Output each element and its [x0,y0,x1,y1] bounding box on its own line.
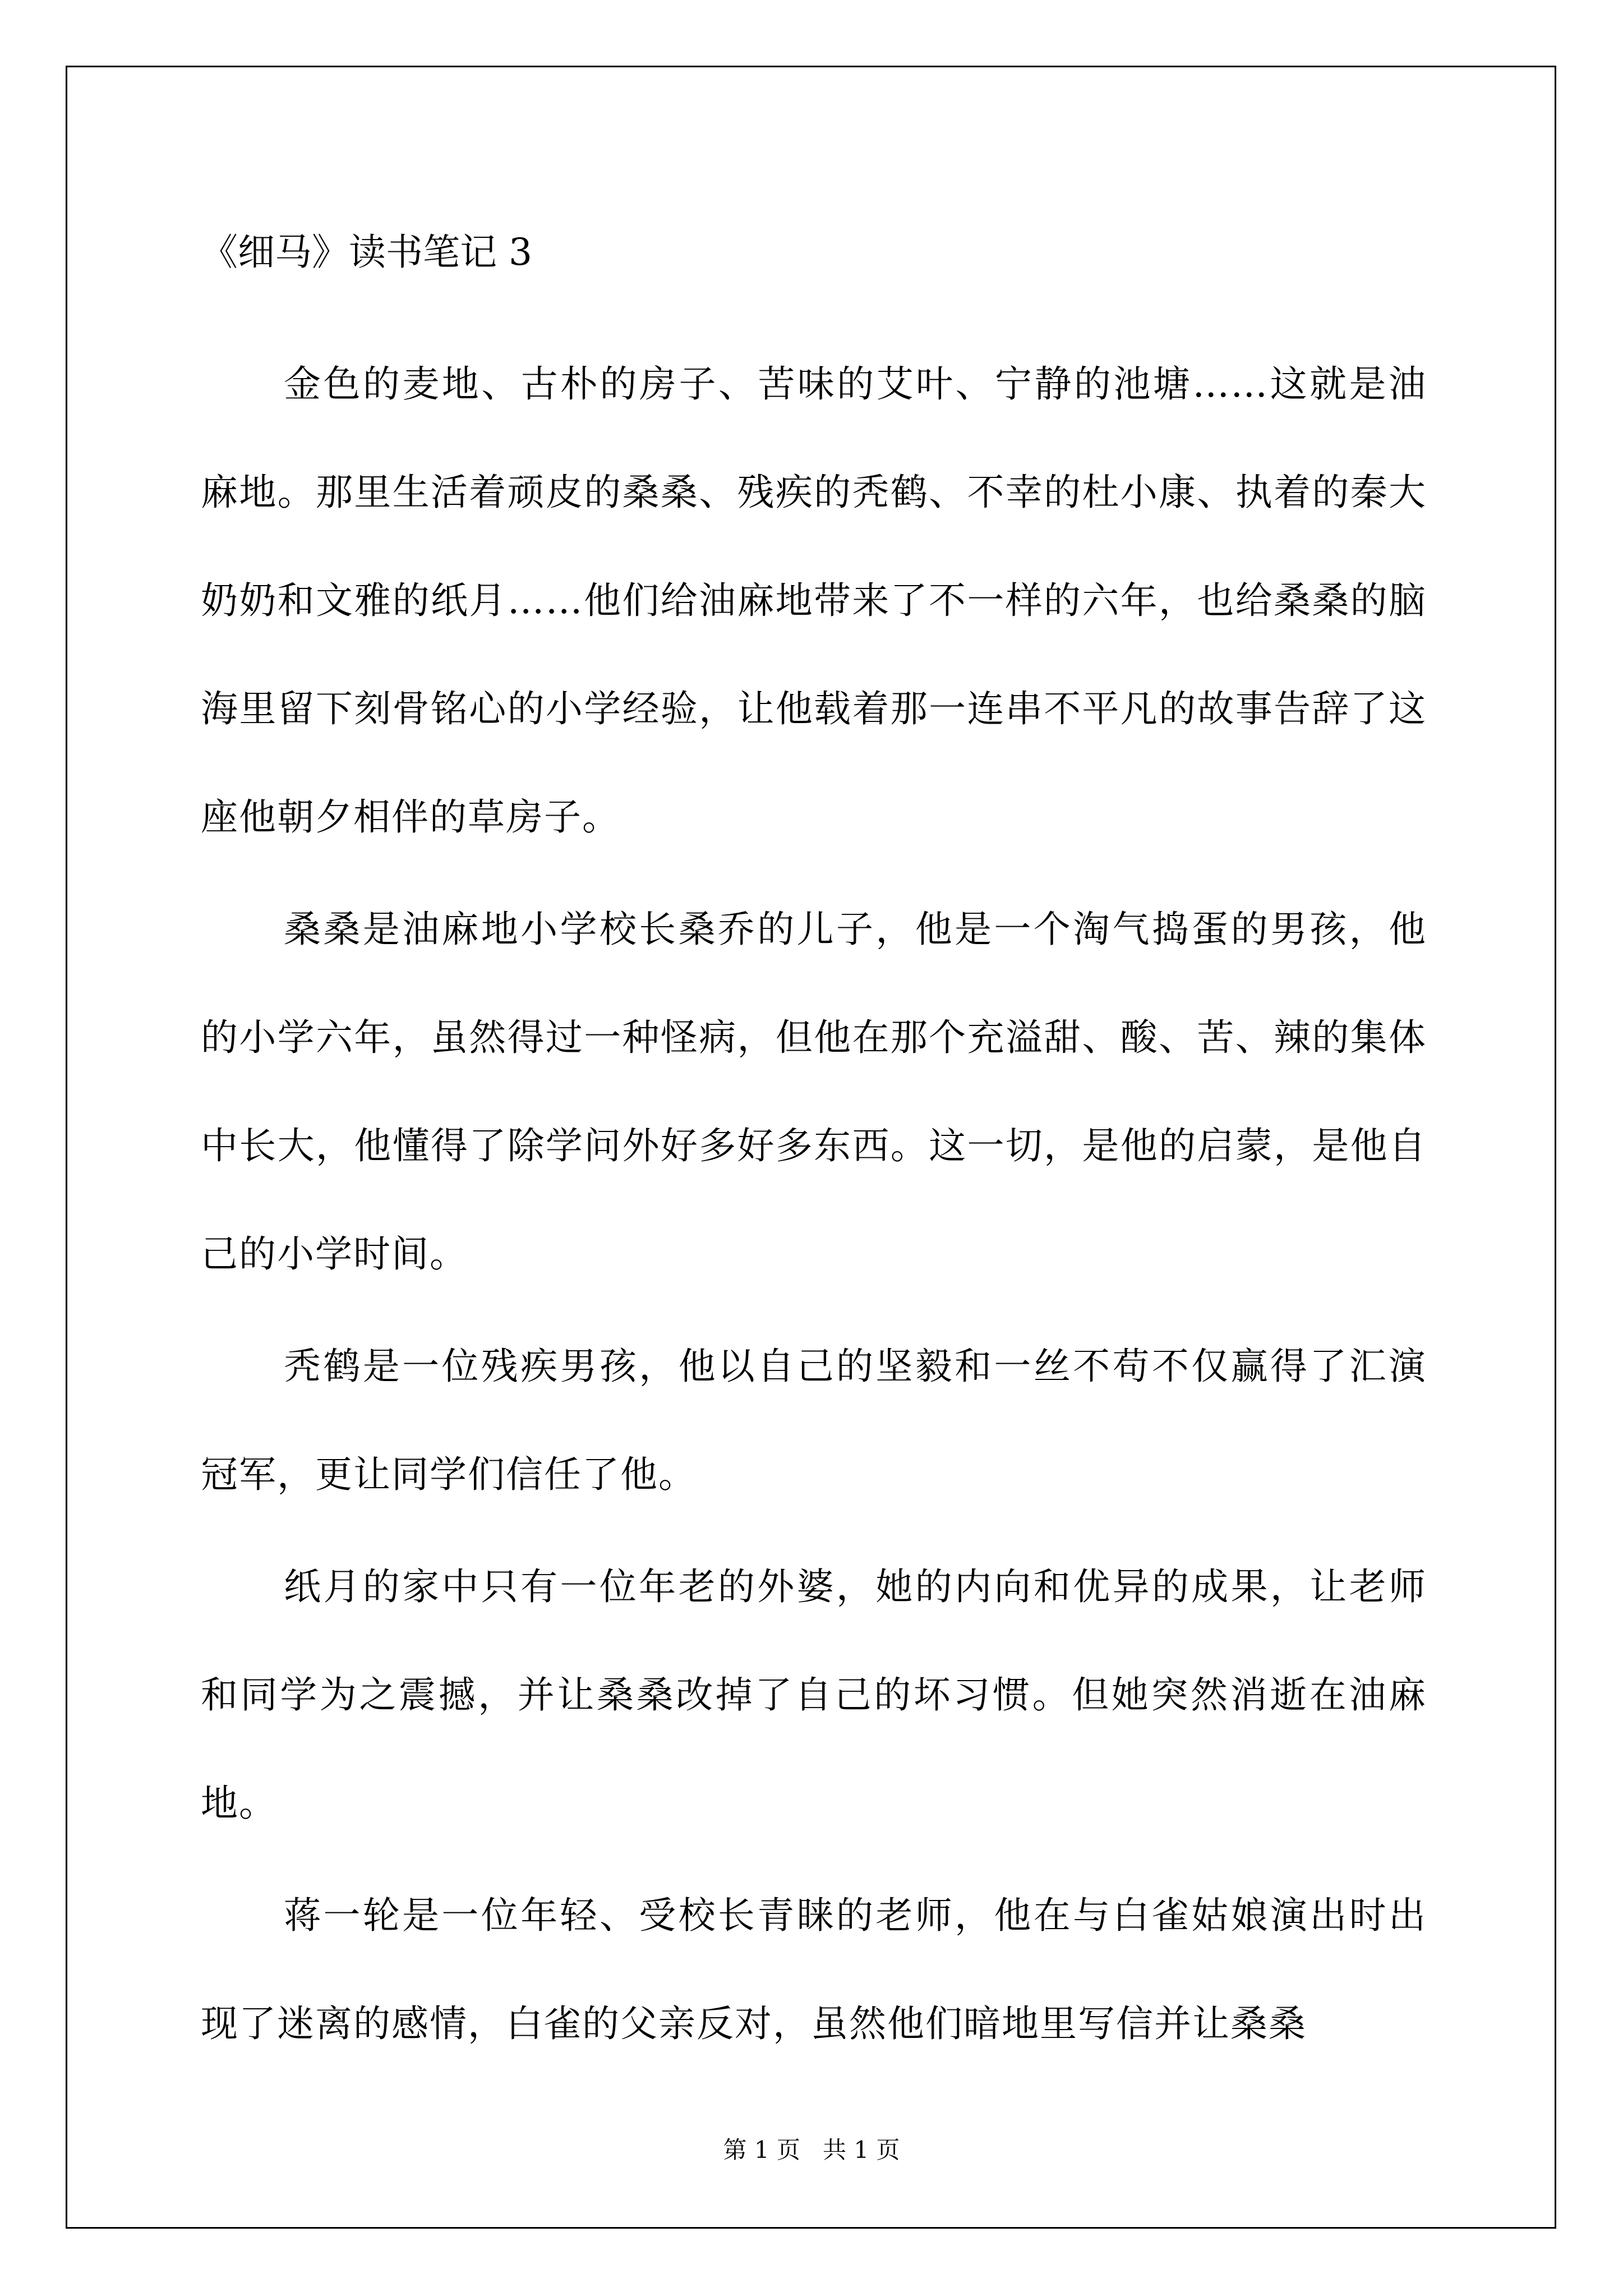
paragraph-2: 桑桑是油麻地小学校长桑乔的儿子，他是一个淘气捣蛋的男孩，他的小学六年，虽然得过一种怪病，但他在那个充溢甜、酸、苦、辣的集体中长大，他懂得了除学问外好多好多东西。这一切，是他的启蒙，是他自己的小学时间。 [201,908,1427,1276]
document-body [201,330,1427,2082]
paragraph-3: 秃鹤是一位残疾男孩，他以自己的坚毅和一丝不苟不仅赢得了汇演冠军，更让同学们信任了他。 [201,1345,1427,1496]
paragraph-1: 金色的麦地、古朴的房子、苦味的艾叶、宁静的池塘……这就是油麻地。那里生活着顽皮的桑桑、残疾的秃鹤、不幸的杜小康、执着的秦大奶奶和文雅的纸月……他们给油麻地带来了不一样的六年，也给桑桑的脑海里留下刻骨铭心的小学经验，让他载着那一连串不平凡的故事告辞了这座他朝夕相伴的草房子。 [201,362,1427,839]
document-title: 《细马》读书笔记 3 [201,231,532,274]
page-footer: 第 1 页 共 1 页 [723,2136,900,2164]
paragraph-4: 纸月的家中只有一位年老的外婆，她的内向和优异的成果，让老师和同学为之震撼，并让桑桑改掉了自己的坏习惯。但她突然消逝在油麻地。 [201,1565,1427,1825]
paragraph-5: 蒋一轮是一位年轻、受校长青睐的老师，他在与白雀姑娘演出时出现了迷离的感情，白雀的父亲反对，虽然他们暗地里写信并让桑桑 [201,1894,1427,2045]
